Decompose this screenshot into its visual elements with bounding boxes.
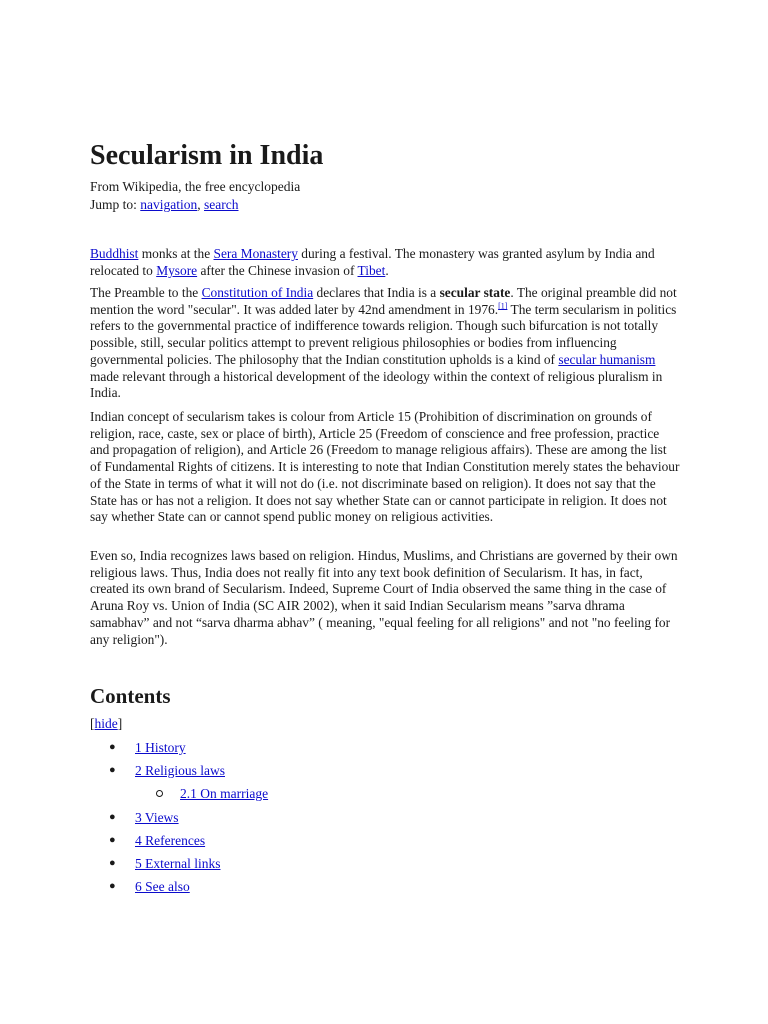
secular-humanism-link[interactable]: secular humanism bbox=[558, 351, 656, 367]
toc-item bbox=[109, 762, 225, 779]
paragraph-text: declares that India is a bbox=[313, 285, 440, 300]
paragraph-laws: Even so, India recognizes laws based on religion. Hindus, Muslims, and Christians are governed by their own religious laws. Thus, India does not really fit into any text book definition of Secularism. It has, in fact, created its own brand of Secularism. Indeed, Supreme Court of India observed the same thing in the case of Aruna Roy vs. Union of India (SC AIR 2002), when it said Indian Secularism means ”sarva dhrama samabhav” and not “sarva dharma abhav” ( meaning, "equal feeling for all religions" and not "no feeling for any religion"). bbox=[90, 548, 678, 647]
paragraph-articles: Indian concept of secularism takes is colour from Article 15 (Prohibition of discrimination on grounds of religion, race, caste, sex or place of birth), Article 25 (Freedom of conscience and free profession, practice and propagation of religion), and Article 26 (Freedom to manage religious affairs). These are among the list of Fundamental Rights of citizens. It is interesting to note that Indian Constitution merely states the behaviour of the State in terms of what it will not do (i.e. not discriminate based on religion). It does not say that the State has or has not a religion. It does not say whether State can or cannot participate in religion. It does not say whether State can or cannot spend public money on religious activities. bbox=[90, 409, 680, 525]
jump-navigation-link[interactable]: navigation bbox=[140, 197, 198, 212]
bullet-icon: ● bbox=[109, 834, 116, 846]
paragraph-text: The term secularism in politics refers to the governmental practice of indifference towards religion. Though such bifurcation is not totally possible, still, secular politics attempt to prevent religious philosophies or bodies from influencing governmental policies. The philosophy that the Indian constitution upholds is a kind of bbox=[90, 301, 677, 367]
jump-links bbox=[90, 196, 239, 213]
toc-link-references[interactable]: 4 References bbox=[135, 833, 206, 848]
paragraph-text: made relevant through a historical development of the ideology within the context of religious pluralism in India. bbox=[90, 368, 663, 401]
caption-text: monks at the bbox=[138, 246, 214, 261]
reference-link[interactable]: [1] bbox=[498, 301, 508, 311]
toc-toggle-bracket: [ bbox=[90, 716, 95, 731]
bullet-icon: ● bbox=[109, 764, 116, 776]
open-bullet-icon bbox=[156, 790, 163, 797]
toc-item bbox=[109, 809, 179, 826]
toc-link-see-also[interactable]: 6 See also bbox=[135, 879, 190, 894]
constitution-link[interactable]: Constitution of India bbox=[201, 285, 314, 300]
toc-item bbox=[109, 739, 186, 756]
sera-monastery-link[interactable]: Sera Monastery bbox=[213, 246, 298, 261]
toc-link-external-links[interactable]: 5 External links bbox=[135, 856, 221, 871]
bullet-icon: ● bbox=[109, 741, 116, 753]
jump-search-link[interactable]: search bbox=[204, 197, 239, 212]
jump-separator: , bbox=[197, 197, 205, 212]
toc-item bbox=[109, 855, 221, 872]
contents-heading: Contents bbox=[90, 684, 171, 708]
caption-text: after the Chinese invasion of bbox=[197, 262, 358, 278]
caption-text: . bbox=[385, 262, 389, 278]
hide-toc-link[interactable]: hide bbox=[94, 716, 118, 731]
bullet-icon: ● bbox=[109, 857, 116, 869]
bullet-icon: ● bbox=[109, 811, 116, 823]
toc-link-history[interactable]: 1 History bbox=[135, 740, 186, 755]
toc-item bbox=[109, 832, 206, 849]
paragraph-preamble bbox=[90, 285, 680, 402]
image-caption bbox=[90, 246, 680, 279]
bullet-icon: ● bbox=[109, 880, 116, 892]
jump-label: Jump to: bbox=[90, 197, 141, 212]
toc-toggle-bracket: ] bbox=[117, 716, 123, 731]
toc-item bbox=[180, 785, 268, 802]
toc-toggle bbox=[90, 715, 122, 732]
paragraph-text: . The original preamble did not mention the word "secular". It was added later by 42nd amendment in 1976. bbox=[90, 285, 677, 317]
toc-link-views[interactable]: 3 Views bbox=[135, 810, 179, 825]
page-title: Secularism in India bbox=[90, 140, 324, 171]
toc-item bbox=[109, 878, 190, 895]
secular-state-term: secular state bbox=[439, 285, 511, 300]
buddhist-link[interactable]: Buddhist bbox=[90, 246, 139, 261]
toc-link-religious-laws[interactable]: 2 Religious laws bbox=[135, 763, 225, 778]
mysore-link[interactable]: Mysore bbox=[156, 262, 198, 278]
toc-link-on-marriage[interactable]: 2.1 On marriage bbox=[180, 786, 269, 801]
site-tagline: From Wikipedia, the free encyclopedia bbox=[90, 179, 301, 194]
caption-text: during a festival. The monastery was granted asylum by India and relocated to bbox=[90, 246, 655, 278]
paragraph-text: The Preamble to the bbox=[90, 285, 202, 300]
tibet-link[interactable]: Tibet bbox=[357, 262, 386, 278]
